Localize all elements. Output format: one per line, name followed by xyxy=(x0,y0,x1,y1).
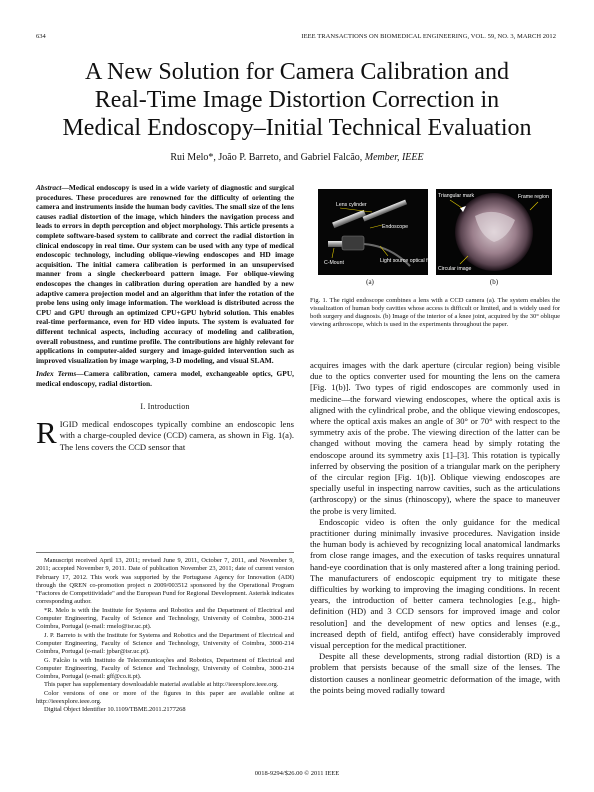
figure-1 xyxy=(310,186,560,288)
footnote-author-falcao: G. Falcão is with Instituto de Telecomunicações and Robotics, Department of Electrical and Computer Engineering, Faculty of Science and Technology, University of Coimbra, 3000-214 Coimbra, Portugal (e-mail: gff@co.it.pt). xyxy=(36,656,294,681)
abstract-label: Abstract xyxy=(36,183,62,192)
title-line: A New Solution for Camera Calibration and xyxy=(85,59,509,85)
footnote-author-melo: *R. Melo is with the Institute for Systems and Robotics and the Department of Electrical and Computer Engineering, Faculty of Science and Technology, University of Coimbra, 3000-214 Coimbra, Portugal (e-mail: rmelo@isr.uc.pt). xyxy=(36,606,294,631)
paragraph: Despite all these developments, strong radial distortion (RD) is a problem that persists because of the small size of the lenses. The distortion causes a nonlinear geometric deformation of the image, with the points being moved radially toward xyxy=(310,651,560,695)
label-frame-region: Frame region xyxy=(518,194,549,200)
footnote-supplementary: This paper has supplementary downloadable material available at http://ieeexplore.ieee.org. xyxy=(44,681,279,689)
paragraph: Endoscopic video is often the only guidance for the medical practitioner during minimally invasive procedures. Navigation inside the human body is achieved by recognizing local anatomical landmarks from close range images, and the execution of tasks requires unnatural hand-eye coordination that is only mastered after a long training period. The manufacturers of endoscopic equipment try to mitigate these difficulties by working to improving the imaging conditions. In recent years, the introduction of better camera technologies [e.g., high-definition (HD) and 3 CCD sensors for improved image and color resolution] and the development of new optics and lenses (e.g., increased depth of field, antifog effect) have considerably improved visual perception for the medical practitioner. xyxy=(310,516,560,651)
footnote-doi: Digital Object Identifier 10.1109/TBME.2011.2177268 xyxy=(44,706,186,714)
camera-head-shape xyxy=(342,236,364,250)
index-terms xyxy=(36,369,294,388)
label-triangular-mark: Triangular mark xyxy=(438,193,475,199)
author-names: Rui Melo*, João P. Barreto, and Gabriel Falcão, xyxy=(170,152,365,163)
page-number: 634 xyxy=(36,33,46,40)
c-mount-shape xyxy=(328,241,342,247)
section-heading: I. Introduction xyxy=(140,402,190,412)
abstract-text: —Medical endoscopy is used in a wide variety of diagnostic and surgical procedures. These procedures are renowned for the difficulty of orienting the camera and instruments inside the human body cavities. The small size of the lens causes radial distortion of the image, which hinders the navigation process and leads to errors in depth perception and object morphology. This article presents a complete software-based system to calibrate and correct the radial distortion in clinical endoscopy in real time. Our system can be used with any type of medical endoscopic technology, including oblique-viewing endoscopes and HD image acquisition. The initial camera calibration is performed in an unsupervised manner from a single checkerboard pattern image. For oblique-viewing endoscopes the changes in calibration during operation are handled by a new adaptive camera projection model and an algorithm that infer the rotation of the probe lens using only image information. The workload is distributed across the CPU and GPU through an optimized CPU+GPU hybrid solution. This enables real-time performance, even for HD video inputs. The system is evaluated for different technical aspects, including accuracy of modeling and calibration, overall robustness, and runtime profile. The contributions are highly relevant for applications in computer-aided surgery and image-guided intervention such as improved visualization by image warping, 3-D modeling, and visual SLAM. xyxy=(36,183,294,365)
index-terms-text: —Camera calibration, camera model, exchangeable optics, GPU, medical endoscopy, radial distortion. xyxy=(36,369,295,388)
figure-1-graphic xyxy=(310,186,560,288)
label-endoscope: Endoscope xyxy=(382,224,408,230)
running-header: IEEE TRANSACTIONS ON BIOMEDICAL ENGINEERING, VOL. 59, NO. 3, MARCH 2012 xyxy=(301,33,556,40)
right-column xyxy=(310,360,560,696)
drop-cap: R xyxy=(36,415,57,451)
label-circular-image: Circular image xyxy=(438,266,472,272)
figure-caption: Fig. 1. The rigid endoscope combines a lens with a CCD camera (a). The system enables the visualization of human body cavities whose access is difficult or limited, and is widely used for both surgery and diagnosis. (b) Image of the interior of a knee joint, acquired by the 30° oblique viewing arthroscope, which is used in the experiments throughout the paper. xyxy=(310,297,560,329)
author-list xyxy=(36,152,558,163)
intro-paragraph xyxy=(36,415,294,453)
footnote-color: Color versions of one or more of the figures in this paper are available online at http://ieeexplore.ieee.org. xyxy=(36,689,294,706)
intro-text: IGID medical endoscopes typically combine an endoscopic lens with a charge-coupled device (CCD) camera, as shown in Fig. 1(a). The lens covers the CCD sensor that xyxy=(59,419,294,452)
paper-title xyxy=(36,58,558,142)
footnote-rule xyxy=(36,552,294,553)
label-light-source: Light source optical fiber xyxy=(380,258,437,264)
label-lens-cylinder: Lens cylinder xyxy=(336,202,367,208)
footnote-author-barreto: J. P. Barreto is with the Institute for Systems and Robotics and the Department of Electrical and Computer Engineering, Faculty of Science and Technology, University of Coimbra, 3000-214 Coimbra, Portugal (e-mail: jpbar@isr.uc.pt). xyxy=(36,631,294,656)
label-c-mount: C-Mount xyxy=(324,260,344,266)
title-line: Medical Endoscopy–Initial Technical Evaluation xyxy=(62,115,532,141)
subfigure-a-label: (a) xyxy=(366,278,374,286)
abstract xyxy=(36,183,294,365)
copyright-line: 0018-9294/$26.00 © 2011 IEEE xyxy=(254,770,340,777)
left-column xyxy=(36,183,294,453)
paragraph: acquires images with the dark aperture (circular region) being visible due to the optics converter used for mounting the lens on the camera [Fig. 1(b)]. Two types of rigid endoscopes are commonly used in medicine—the forward viewing endoscopes, where the optical axis is aligned with the cylindrical probe, and the oblique viewing endoscopes, where the optical axis makes an angle of 30° or 70° with respect to the symmetry axis of the probe. The viewing direction of the latter can be changed without moving the camera head by simply rotating the endoscope around its symmetry axis [1]–[3]. This rotation is typically inferred by observing the position of a triangular mark on the periphery of the circular region [Fig. 1(b)]. Oblique viewing endoscopes are specially useful in inspecting narrow cavities, such as the articulations (arthroscopy) or the sinus (rhinoscopy), where the space to maneuver the probe is very limited. xyxy=(310,360,560,516)
author-membership: Member, IEEE xyxy=(364,152,424,163)
title-line: Real-Time Image Distortion Correction in xyxy=(94,87,500,113)
footnotes xyxy=(36,557,294,715)
right-body xyxy=(310,360,560,696)
index-terms-label: Index Terms xyxy=(36,369,77,379)
footnote-manuscript: Manuscript received April 13, 2011; revised June 9, 2011, October 7, 2011, and November 9, 2011; accepted November 9, 2011. Date of publication November 23, 2011; date of current version February 17, 2012. This work was supported by the Portuguese Agency for Innovation (ADI) through the QREN co-promotion project n 2009/003512 sponsored by the Operational Program "Factores de Competitividade" and the European Fund for Regional Development. Asterisk indicates corresponding author. xyxy=(36,557,294,606)
subfigure-b-label: (b) xyxy=(489,278,499,286)
